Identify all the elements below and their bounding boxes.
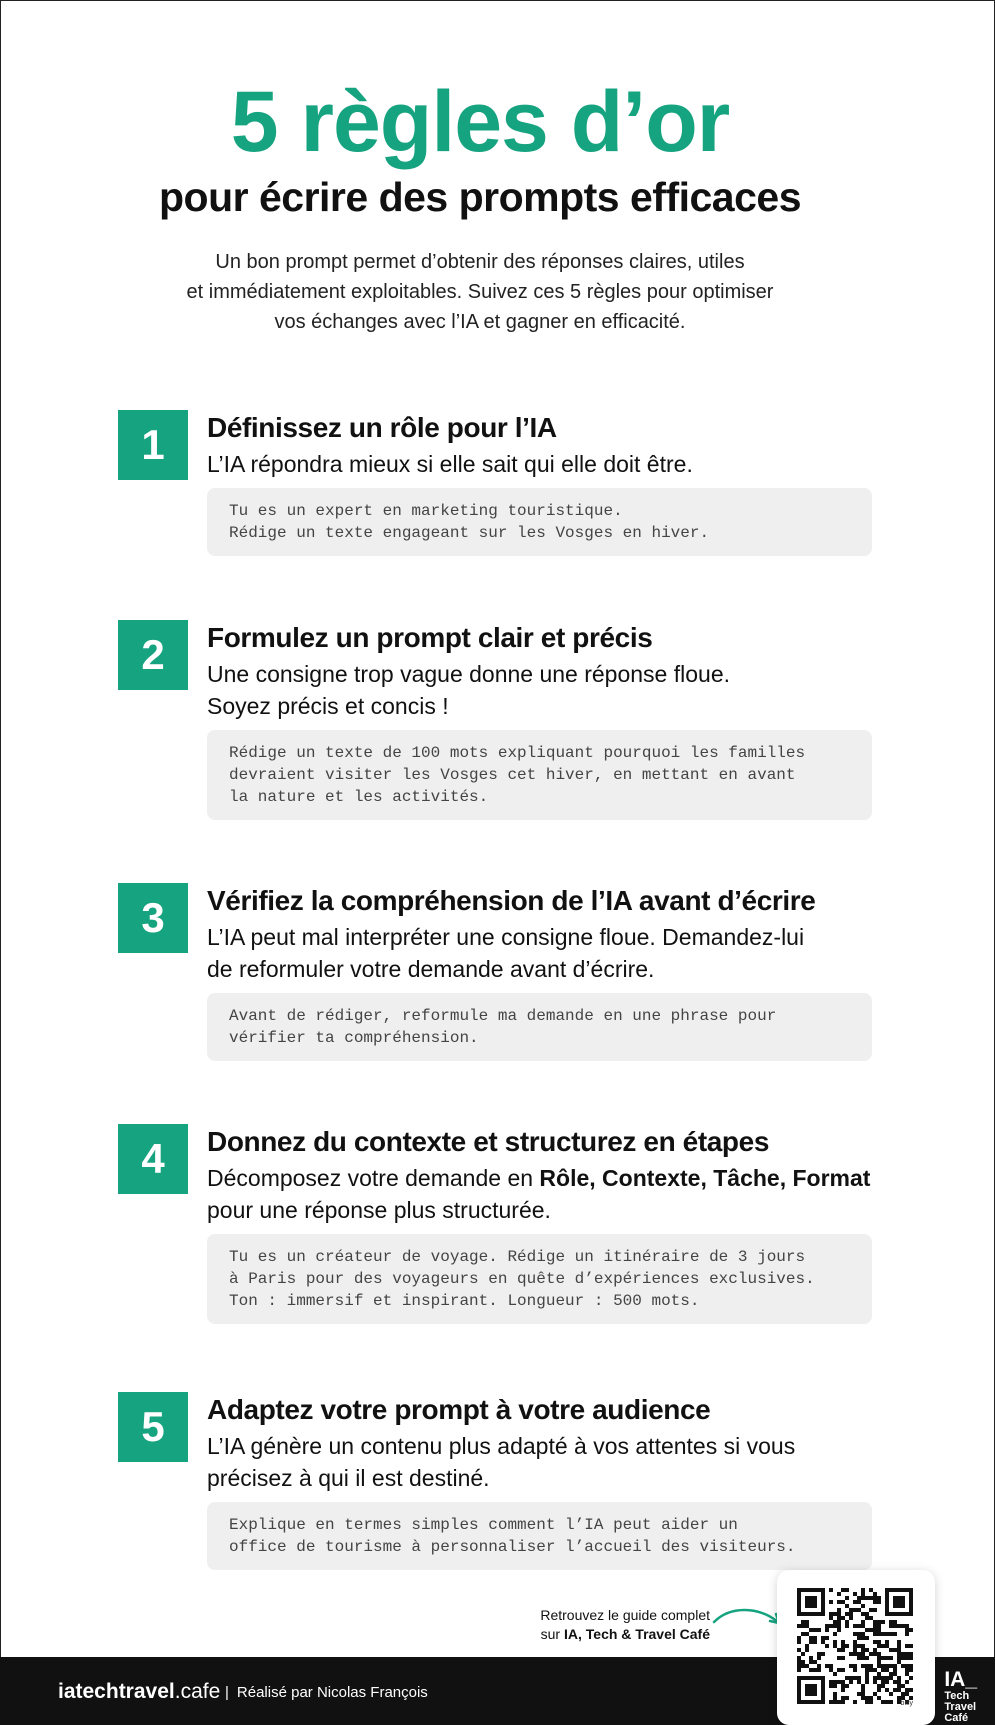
author-credit — [225, 1684, 428, 1701]
prompt-example: Avant de rédiger, reformule ma demande en une phrase pour vérifier ta compréhension. — [207, 993, 872, 1061]
rule-title: Formulez un prompt clair et précis — [207, 622, 653, 653]
rule-title: Donnez du contexte et structurez en étapes — [207, 1126, 769, 1157]
rule-content — [207, 620, 872, 820]
prompt-example: Explique en termes simples comment l’IA peut aider un office de tourisme à personnaliser l’accueil des visiteurs. — [207, 1502, 872, 1570]
rule-content — [207, 410, 872, 556]
prompt-example: Tu es un expert en marketing touristique. Rédige un texte engageant sur les Vosges en hiver. — [207, 488, 872, 556]
rule-description: Une consigne trop vague donne une réponse floue. Soyez précis et concis ! — [207, 661, 731, 719]
rule-title: Définissez un rôle pour l’IA — [207, 412, 557, 443]
intro-text — [130, 247, 830, 337]
prompt-example: Tu es un créateur de voyage. Rédige un itinéraire de 3 jours à Paris pour des voyageurs en quête d’expériences exclusives. Ton : immersif et inspirant. Longueur : 500 mots. — [207, 1234, 872, 1324]
rule-description: L’IA génère un contenu plus adapté à vos attentes si vous précisez à qui il est destiné. — [207, 1433, 796, 1491]
site-name-tld: .cafe — [174, 1680, 221, 1703]
rule-number-badge: 3 — [118, 883, 188, 953]
brand-logo-ia: IA_ — [944, 1668, 977, 1691]
page-title: 5 règles d’or — [230, 74, 730, 170]
rule-description — [207, 1162, 872, 1226]
guide-cta — [470, 1606, 710, 1644]
credit-separator: | — [225, 1684, 229, 1701]
brand-logo-line-1: Tech — [944, 1690, 970, 1702]
page-subtitle: pour écrire des prompts efficaces — [158, 174, 802, 220]
prompt-example: Rédige un texte de 100 mots expliquant pourquoi les familles devraient visiter les Vosges cet hiver, en mettant en avant la nature et les activités. — [207, 730, 872, 820]
rule-description-suffix: pour une réponse plus structurée. — [207, 1197, 551, 1223]
credit-text: Réalisé par Nicolas François — [236, 1684, 428, 1701]
site-name-bold: iatechtravel — [58, 1680, 175, 1703]
rule-title: Adaptez votre prompt à votre audience — [207, 1394, 711, 1425]
header — [0, 76, 960, 337]
rule-content — [207, 1392, 872, 1570]
cta-line-2-prefix: sur — [540, 1626, 564, 1642]
bitly-label: bitly — [900, 1700, 913, 1707]
rule-description-prefix: Décomposez votre demande en — [207, 1165, 540, 1191]
brand-logo-line-3: Café — [944, 1712, 969, 1724]
rule-number-badge: 1 — [118, 410, 188, 480]
brand-logo-line-2: Travel — [944, 1701, 977, 1713]
rule-content — [207, 1124, 872, 1324]
rule-content — [207, 883, 872, 1061]
site-link[interactable] — [58, 1680, 220, 1704]
intro-line-3: vos échanges avec l’IA et gagner en efficacité. — [274, 311, 686, 333]
qr-code-icon[interactable] — [797, 1588, 913, 1704]
cta-line-1: Retrouvez le guide complet — [540, 1607, 710, 1623]
cta-line-2-bold: IA, Tech & Travel Café — [563, 1626, 710, 1642]
brand-logo — [944, 1669, 977, 1724]
rule-description: L’IA peut mal interpréter une consigne floue. Demandez-lui de reformuler votre demande avant d’écrire. — [207, 924, 805, 982]
qr-code-card[interactable] — [777, 1570, 935, 1725]
rule-description: L’IA répondra mieux si elle sait qui elle doit être. — [207, 451, 693, 477]
rule-description-bold: Rôle, Contexte, Tâche, Format — [539, 1165, 871, 1191]
rule-number-badge: 4 — [118, 1124, 188, 1194]
intro-line-1: Un bon prompt permet d’obtenir des réponses claires, utiles — [215, 251, 745, 273]
rule-title: Vérifiez la compréhension de l’IA avant d’écrire — [207, 885, 816, 916]
intro-line-2: et immédiatement exploitables. Suivez ces 5 règles pour optimiser — [186, 281, 774, 303]
rule-number-badge: 2 — [118, 620, 188, 690]
rule-number-badge: 5 — [118, 1392, 188, 1462]
